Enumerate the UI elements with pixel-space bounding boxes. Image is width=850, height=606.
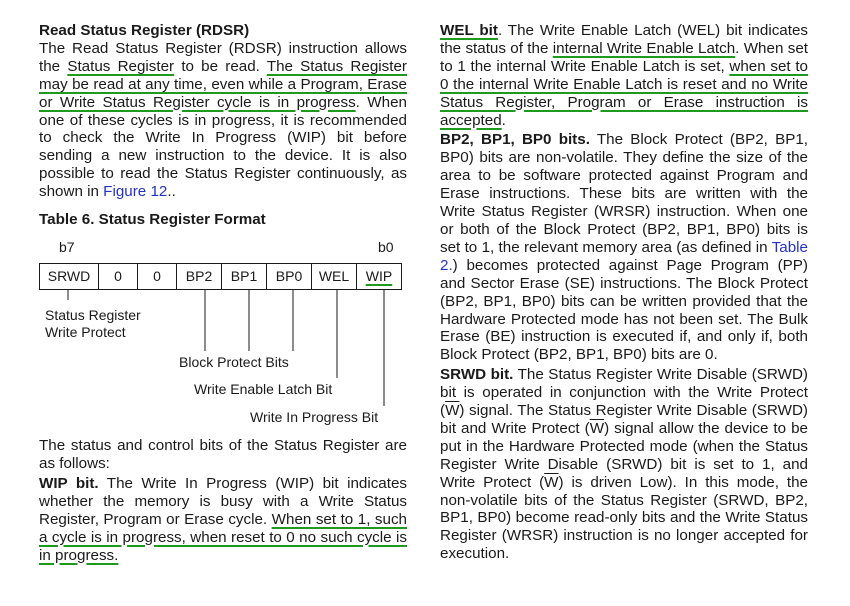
- text: . The Write Enable Latch (WEL) bit indicates the status of the: [440, 22, 808, 57]
- wel-bold: WEL bit: [440, 22, 498, 39]
- srwd-bold: SRWD bit.: [440, 366, 514, 384]
- w-bar-signal: $\overline{W}$: [445, 402, 460, 420]
- highlight-wip: When set to 1, such a cycle is in progress, when reset to 0 no such cycle is in progress.: [39, 510, 407, 564]
- text: ) is driven Low). In this mode, the non-volatile bits of the Status Register (SRWD, BP2, BP1, BP0) become read-only bits and the Write Status Register (WRSR) instruction is no longer accepted for execution.: [440, 473, 808, 563]
- w-bar-signal: $\overline{W}$: [589, 419, 605, 437]
- text: The Block Protect (BP2, BP1, BP0) bits are non-volatile. They define the size of the area to be software protected against Program and Erase instructions. These bits are written with the Write Status Register (WRSR) instruction. When one or both of the Block Protect (BP2, BP1, BP0) bits is set to 1, the relevant memory area (as defined in: [440, 131, 809, 256]
- left-column: [39, 22, 407, 564]
- srwd-paragraph: [440, 366, 808, 563]
- status-bits-intro: The status and control bits of the Status Register are as follows:: [39, 437, 407, 472]
- text: ) signal allow the device to be put in the Hardware Protected mode (when the Status Register Write Disable (SRWD) bit is set to 1, and Write Protect (: [440, 419, 808, 491]
- cell-srwd: SRWD: [40, 264, 99, 290]
- cell-bp0: BP0: [267, 264, 312, 290]
- text: . When one of these cycles is in progress, it is recommended to check the Write In Progress (WIP) bit before sending a new instruction to the device. It is also possible to read the Status Register continuously, as shown in: [39, 93, 407, 201]
- bp-bold: BP2, BP1, BP0 bits.: [440, 131, 590, 149]
- cell-bit5: 0: [138, 264, 177, 290]
- text: ) becomes protected against Page Program (PP) and Sector Erase (SE) instructions. The Block Protect (BP2, BP1, BP0) bits can be written provided that the Hardware Protected mode has not been set. The Bulk Erase (BE) instruction is executed if, and only if, both Block Protect (BP2, BP1, BP0) bits are 0.: [440, 256, 808, 364]
- text: ..: [167, 183, 176, 201]
- highlight-status-register: Status Register: [67, 57, 175, 75]
- section-heading: Read Status Register (RDSR): [39, 22, 250, 39]
- label-srwd: Status Register Write Protect: [45, 307, 141, 341]
- highlight-internal-wel: internal Write Enable Latch: [552, 39, 736, 57]
- text: .: [501, 111, 506, 129]
- text: The Write In Progress (WIP) bit indicates whether the memory is busy with a Write Status Register, Program or Erase cycle.: [39, 474, 408, 528]
- bit7-label: b7: [59, 239, 75, 256]
- cell-bp1: BP1: [222, 264, 267, 290]
- wip-bold: WIP bit.: [39, 474, 99, 492]
- cell-bit6: 0: [99, 264, 138, 290]
- table-title: Table 6. Status Register Format: [39, 211, 266, 229]
- figure-12-link[interactable]: Figure 12: [103, 183, 168, 201]
- highlight-read-anytime: The Status Register may be read at any time, even while a Program, Erase or Write Status Register cycle is in progress: [39, 57, 407, 111]
- wel-paragraph: [440, 22, 808, 129]
- text: . When set to 1 the internal Write Enable Latch is set,: [440, 39, 808, 75]
- text: to be read.: [174, 57, 267, 75]
- label-wel: Write Enable Latch Bit: [194, 381, 333, 398]
- label-wip: Write In Progress Bit: [250, 409, 379, 426]
- label-block-protect: Block Protect Bits: [179, 354, 289, 371]
- right-column: [440, 22, 808, 563]
- cell-wel: WEL: [312, 264, 357, 290]
- cell-bp2: BP2: [177, 264, 222, 290]
- bit0-label: b0: [378, 239, 394, 256]
- w-bar-signal: $\overline{W}$: [544, 473, 559, 491]
- highlight-wel-reset: when set to 0 the internal Write Enable Latch is reset and no Write Status Register, Program or Erase instruction is accepted: [440, 57, 808, 129]
- rdsr-paragraph: [39, 40, 407, 201]
- text: ) signal. The Status Register Write Disable (SRWD) bit and Write Protect (: [440, 402, 808, 437]
- status-register-table-figure: [39, 213, 407, 428]
- cell-wip: WIP: [357, 264, 402, 290]
- text: The Status Register Write Disable (SRWD) bit is operated in conjunction with the Write Protect (: [440, 366, 808, 420]
- table-2-link[interactable]: Table 2.: [440, 238, 808, 274]
- bp-paragraph: [440, 131, 808, 364]
- text: The Read Status Register (RDSR) instruction allows the: [39, 39, 407, 75]
- wip-paragraph: [39, 475, 407, 565]
